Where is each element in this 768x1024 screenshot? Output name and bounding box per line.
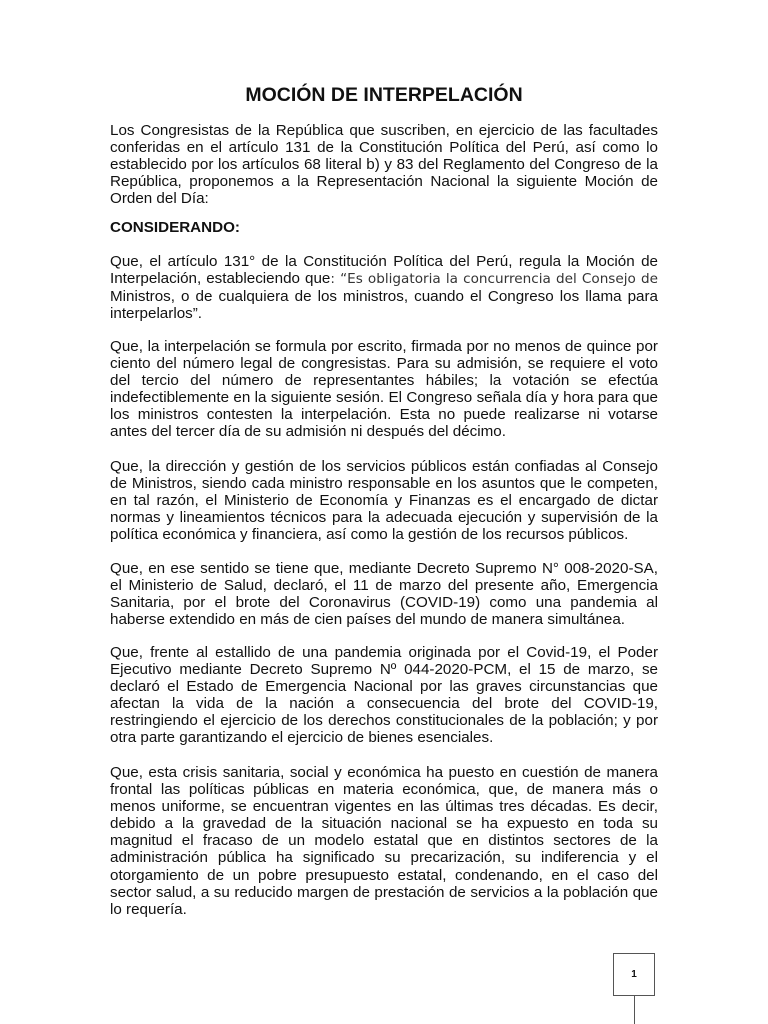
page-number: 1 <box>631 969 637 980</box>
paragraph-emergencia-sanitaria: Que, en ese sentido se tiene que, mediante Decreto Supremo N° 008-2020-SA, el Ministerio de Salud, declaró, el 11 de marzo del presente año, Emergencia Sanitaria, por el brote del Coronavirus (COVID-19) como una pandemia al haberse extendido en más de cien países del mundo de manera simultánea. <box>110 560 658 629</box>
p1-quote: : “Es obligatoria la concurrencia del Consejo de <box>330 271 658 288</box>
document-title: MOCIÓN DE INTERPELACIÓN <box>245 84 523 106</box>
paragraph-interpelacion: Que, la interpelación se formula por escrito, firmada por no menos de quince por ciento del número legal de congresistas. Para su admisión, se requiere el voto del tercio del número de representantes hábiles; la votación se efectúa indefectiblemente en la siguiente sesión. El Congreso señala día y hora para que los ministros contesten la interpelación. Esta no puede realizarse ni votarse antes del tercer día de su admisión ni después del décimo. <box>110 338 658 441</box>
considerando-heading: CONSIDERANDO: <box>110 219 240 236</box>
paragraph-article-131 <box>110 253 658 322</box>
p1-text-before: Que, el artículo 131° de la Constitución Política del Perú, regula la Moción de Interpelación, estableciendo que <box>110 253 658 288</box>
intro-paragraph: Los Congresistas de la República que suscriben, en ejercicio de las facultades conferidas en el artículo 131 de la Constitución Política del Perú, así como lo establecido por los artículos 68 literal b) y 83 del Reglamento del Congreso de la República, proponemos a la Representación Nacional la siguiente Moción de Orden del Día: <box>110 122 658 208</box>
page-number-rule <box>634 996 635 1024</box>
paragraph-crisis: Que, esta crisis sanitaria, social y económica ha puesto en cuestión de manera frontal las políticas públicas en materia económica, que, de manera más o menos uniforme, se encuentran vigentes en las últimas tres décadas. Es decir, debido a la gravedad de la situación nacional se ha expuesto en toda su magnitud el fracaso de un modelo estatal que en distintos sectores de la administración pública ha significado su precarización, su indiferencia y el otorgamiento de un pobre presupuesto estatal, condenando, en el caso del sector salud, a su reducido margen de prestación de servicios a la población que lo requería. <box>110 764 658 918</box>
p1-text-after: Ministros, o de cualquiera de los ministros, cuando el Congreso los llama para interpelarlos”. <box>110 288 658 323</box>
paragraph-estado-emergencia: Que, frente al estallido de una pandemia originada por el Covid-19, el Poder Ejecutivo mediante Decreto Supremo Nº 044-2020-PCM, el 15 de marzo, se declaró el Estado de Emergencia Nacional por las graves circunstancias que afectan la vida de la nación a consecuencia del brote del COVID-19, restringiendo el ejercicio de los derechos constitucionales de la población; y por otra parte garantizando el ejercicio de bienes esenciales. <box>110 644 658 747</box>
paragraph-consejo-ministros: Que, la dirección y gestión de los servicios públicos están confiadas al Consejo de Ministros, siendo cada ministro responsable en los asuntos que le competen, en tal razón, el Ministerio de Economía y Finanzas es el encargado de dictar normas y lineamientos técnicos para la adecuada ejecución y supervisión de la política económica y financiera, así como la gestión de los recursos públicos. <box>110 458 658 544</box>
page-number-box <box>613 953 655 996</box>
